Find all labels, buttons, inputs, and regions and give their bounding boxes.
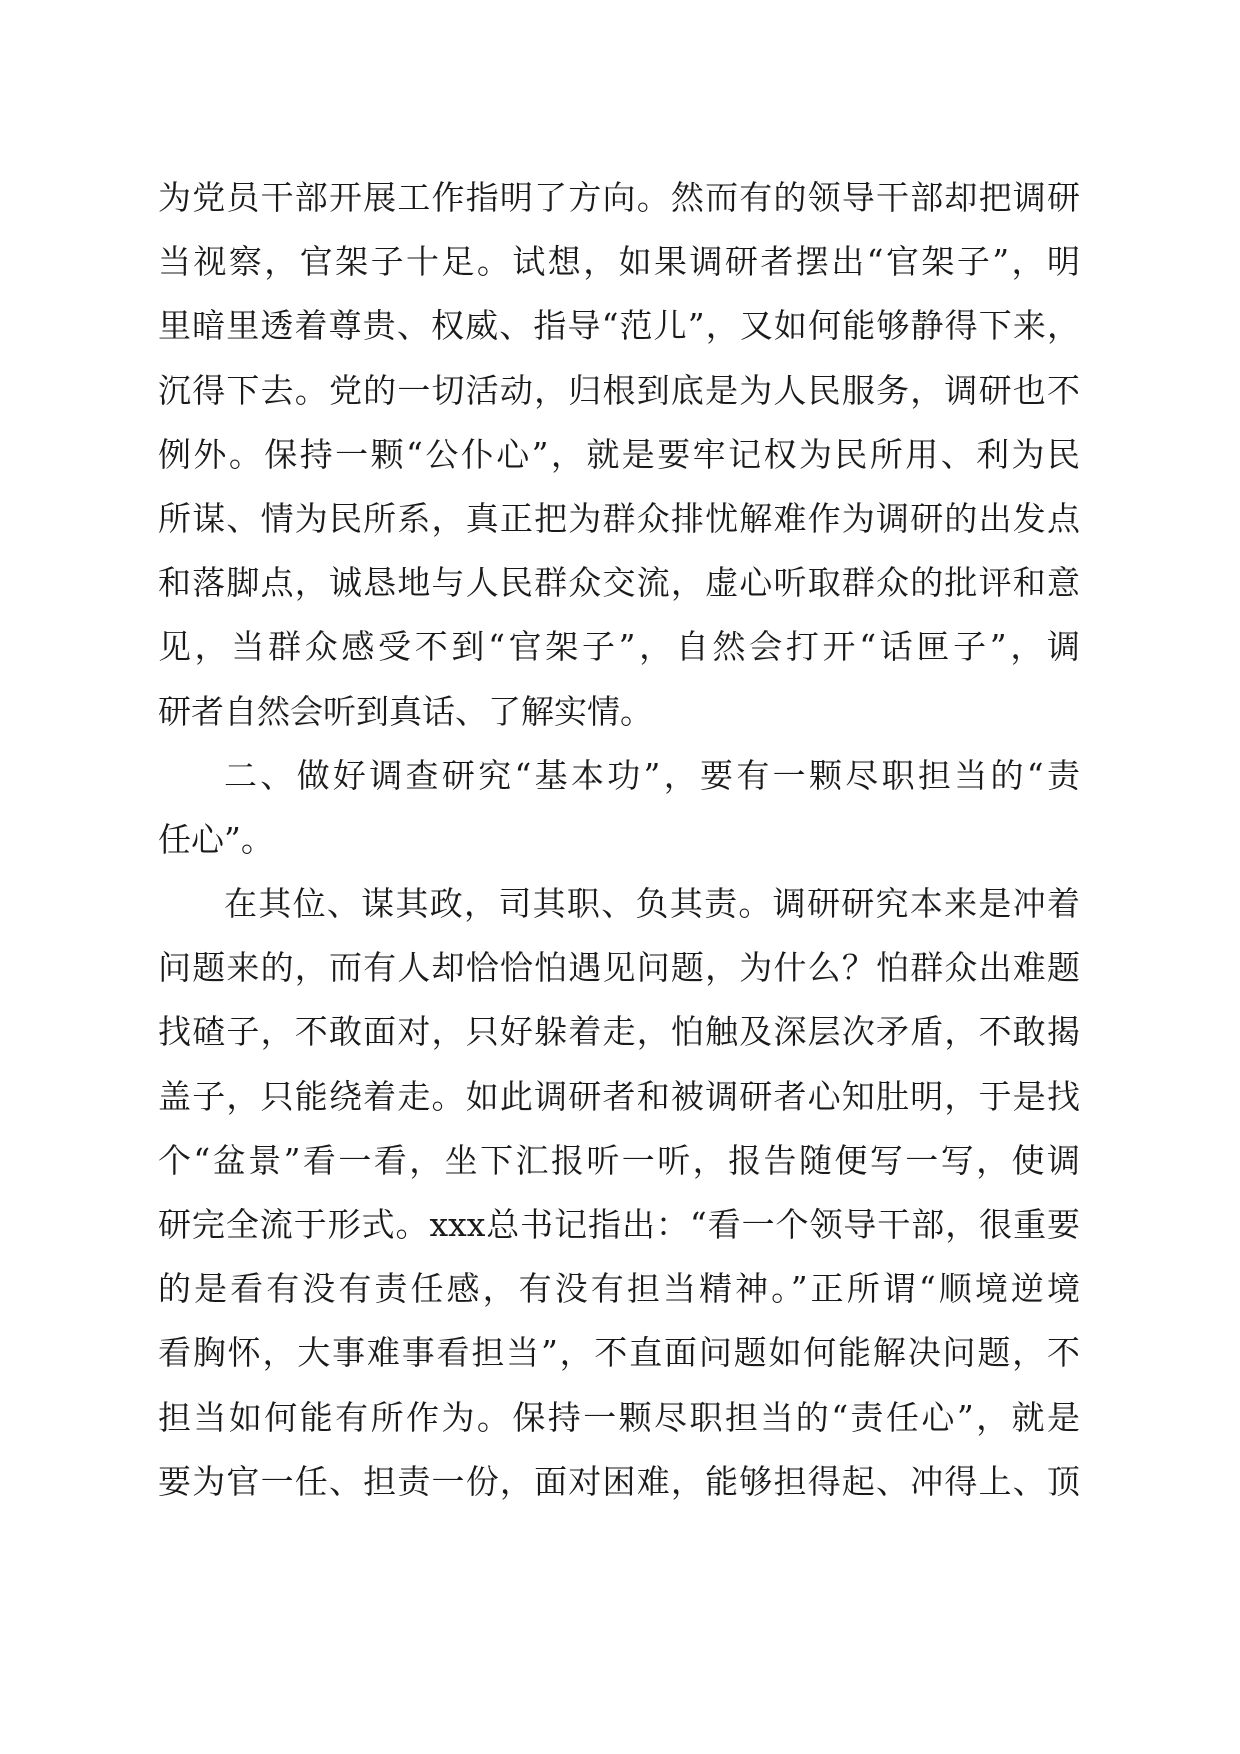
text-line: 个“盆景”看一看，坐下汇报听一听，报告随便写一写，使调 [158, 1140, 1080, 1180]
text-line: 的是看有没有责任感，有没有担当精神。”正所谓“顺境逆境 [158, 1269, 1080, 1309]
section-heading-continued: 任心”。 [158, 819, 274, 859]
text-line: 沉得下去。党的一切活动，归根到底是为人民服务，调研也不 [158, 370, 1080, 410]
text-line: 见，当群众感受不到“官架子”，自然会打开“话匣子”，调 [158, 627, 1080, 667]
text-line: 研完全流于形式。xxx总书记指出：“看一个领导干部，很重要 [158, 1205, 1080, 1244]
text-line: 研者自然会听到真话、了解实情。 [158, 691, 653, 731]
text-line: 和落脚点，诚恳地与人民群众交流，虚心听取群众的批评和意 [158, 563, 1080, 603]
text-line: 问题来的，而有人却恰恰怕遇见问题，为什么？怕群众出难题 [158, 948, 1080, 988]
body-text [158, 166, 1080, 1514]
section-heading: 二、做好调查研究“基本功”，要有一颗尽职担当的“责 [224, 755, 1080, 795]
text-line: 当视察，官架子十足。试想，如果调研者摆出“官架子”，明 [158, 242, 1080, 282]
text-line: 要为官一任、担责一份，面对困难，能够担得起、冲得上、顶 [158, 1461, 1080, 1501]
text-line: 在其位、谋其政，司其职、负其责。调研研究本来是冲着 [224, 884, 1080, 924]
text-line: 里暗里透着尊贵、权威、指导“范儿”，又如何能够静得下来， [158, 306, 1080, 346]
text-line: 所谋、情为民所系，真正把为群众排忧解难作为调研的出发点 [158, 498, 1080, 538]
text-line: 找碴子，不敢面对，只好躲着走，怕触及深层次矛盾，不敢揭 [158, 1012, 1080, 1052]
text-line: 盖子，只能绕着走。如此调研者和被调研者心知肚明，于是找 [158, 1076, 1080, 1116]
text-line: 例外。保持一颗“公仆心”，就是要牢记权为民所用、利为民 [158, 434, 1080, 474]
text-line: 为党员干部开展工作指明了方向。然而有的领导干部却把调研 [158, 178, 1080, 217]
text-line: 担当如何能有所作为。保持一颗尽职担当的“责任心”，就是 [158, 1397, 1080, 1437]
text-line: 看胸怀，大事难事看担当”，不直面问题如何能解决问题，不 [158, 1333, 1080, 1373]
